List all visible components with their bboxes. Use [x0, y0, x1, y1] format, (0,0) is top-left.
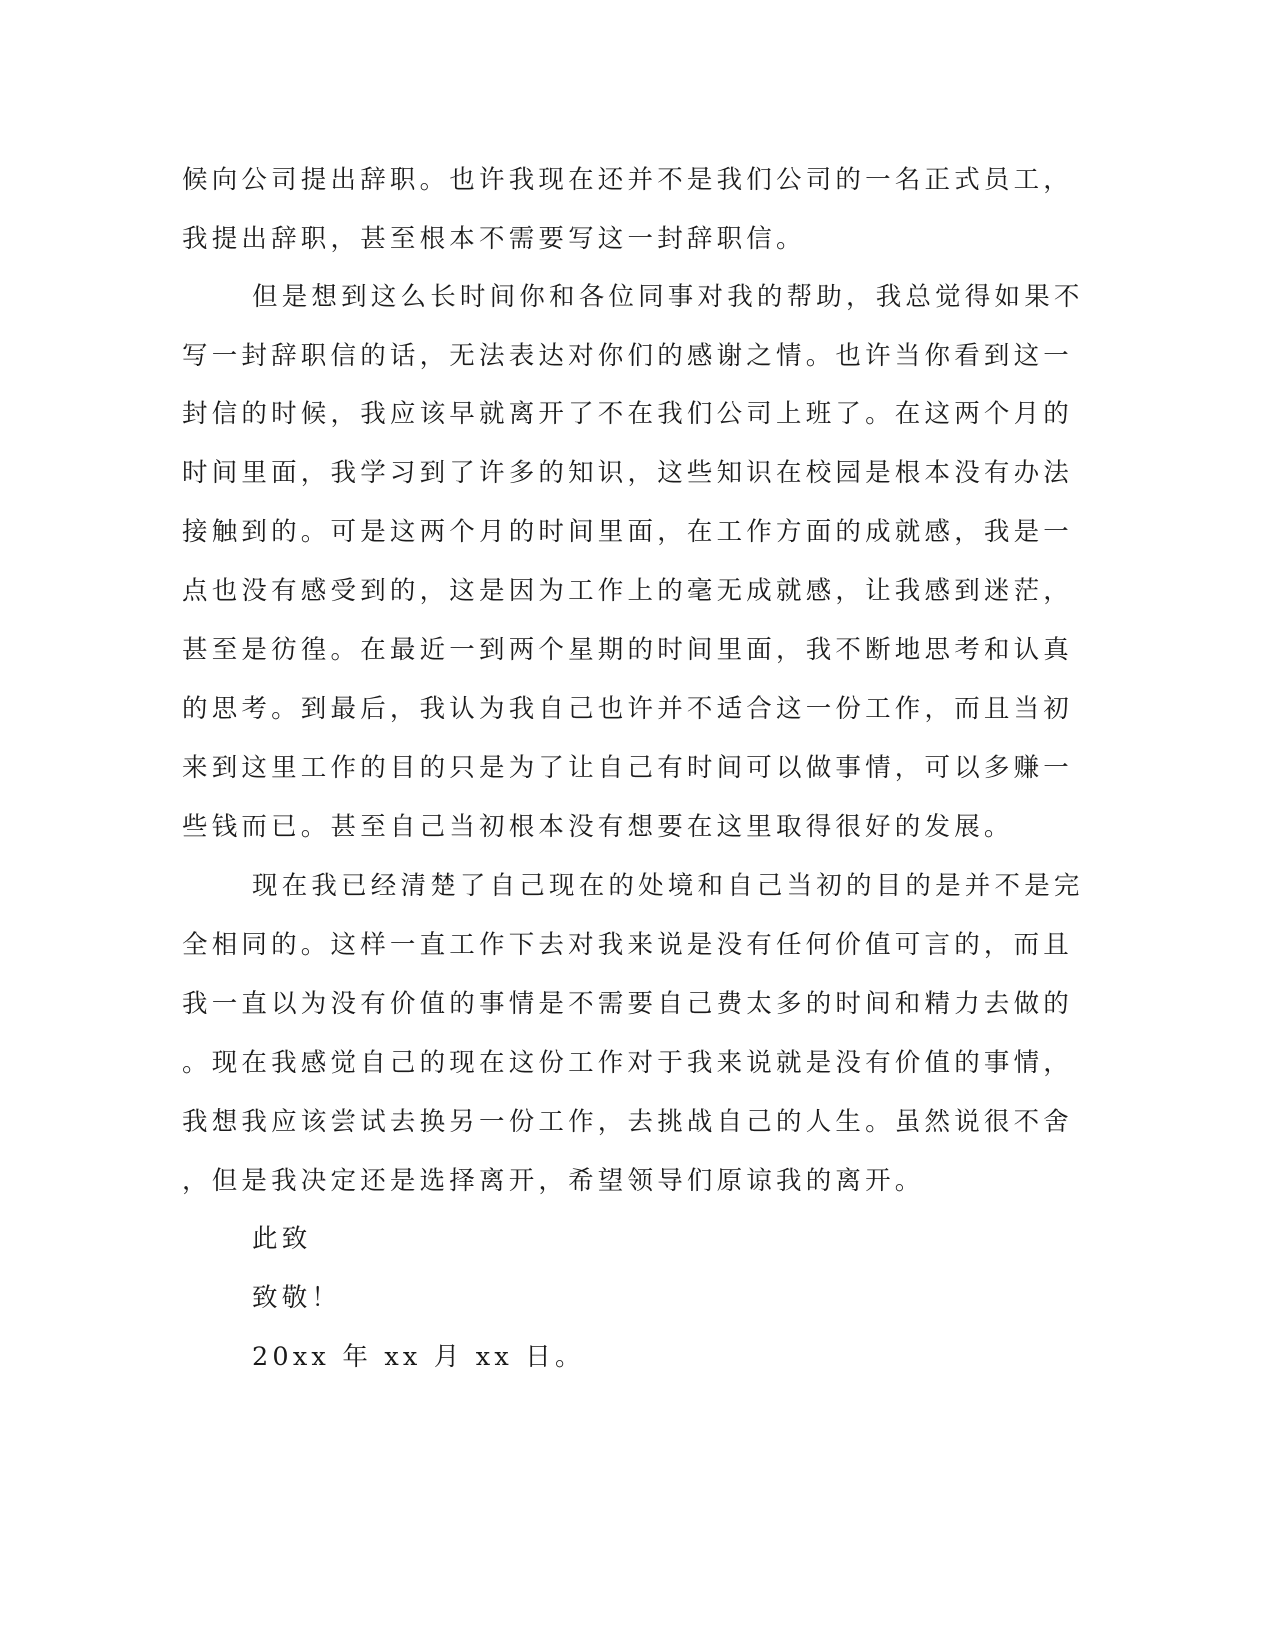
body-line-15: 我一直以为没有价值的事情是不需要自己费太多的时间和精力去做的 — [182, 989, 1074, 1019]
body-line-16: 。现在我感觉自己的现在这份工作对于我来说就是没有价值的事情， — [182, 1048, 1074, 1078]
body-line-11: 来到这里工作的目的只是为了让自己有时间可以做事情，可以多赚一 — [182, 753, 1074, 783]
body-line-4: 写一封辞职信的话，无法表达对你们的感谢之情。也许当你看到这一 — [182, 341, 1074, 371]
body-line-14: 全相同的。这样一直工作下去对我来说是没有任何价值可言的，而且 — [182, 930, 1074, 960]
body-line-13: 现在我已经清楚了自己现在的处境和自己当初的目的是并不是完 — [252, 871, 1084, 901]
body-line-1: 候向公司提出辞职。也许我现在还并不是我们公司的一名正式员工， — [182, 165, 1074, 195]
body-line-9: 甚至是彷徨。在最近一到两个星期的时间里面，我不断地思考和认真 — [182, 635, 1074, 665]
body-line-3: 但是想到这么长时间你和各位同事对我的帮助，我总觉得如果不 — [252, 282, 1084, 312]
body-line-5: 封信的时候，我应该早就离开了不在我们公司上班了。在这两个月的 — [182, 399, 1074, 429]
salutation-line: 致敬！ — [252, 1283, 342, 1313]
body-line-12: 些钱而已。甚至自己当初根本没有想要在这里取得很好的发展。 — [182, 812, 1014, 842]
body-line-10: 的思考。到最后，我认为我自己也许并不适合这一份工作，而且当初 — [182, 694, 1074, 724]
body-line-6: 时间里面，我学习到了许多的知识，这些知识在校园是根本没有办法 — [182, 458, 1074, 488]
closing-line: 此致 — [252, 1224, 312, 1254]
body-line-8: 点也没有感受到的，这是因为工作上的毫无成就感，让我感到迷茫， — [182, 576, 1074, 606]
date-line: 20xx 年 xx 月 xx 日。 — [252, 1342, 585, 1372]
body-line-2: 我提出辞职，甚至根本不需要写这一封辞职信。 — [182, 224, 806, 254]
body-line-18: ，但是我决定还是选择离开，希望领导们原谅我的离开。 — [182, 1166, 925, 1196]
body-line-17: 我想我应该尝试去换另一份工作，去挑战自己的人生。虽然说很不舍 — [182, 1107, 1074, 1137]
body-line-7: 接触到的。可是这两个月的时间里面，在工作方面的成就感，我是一 — [182, 517, 1074, 547]
